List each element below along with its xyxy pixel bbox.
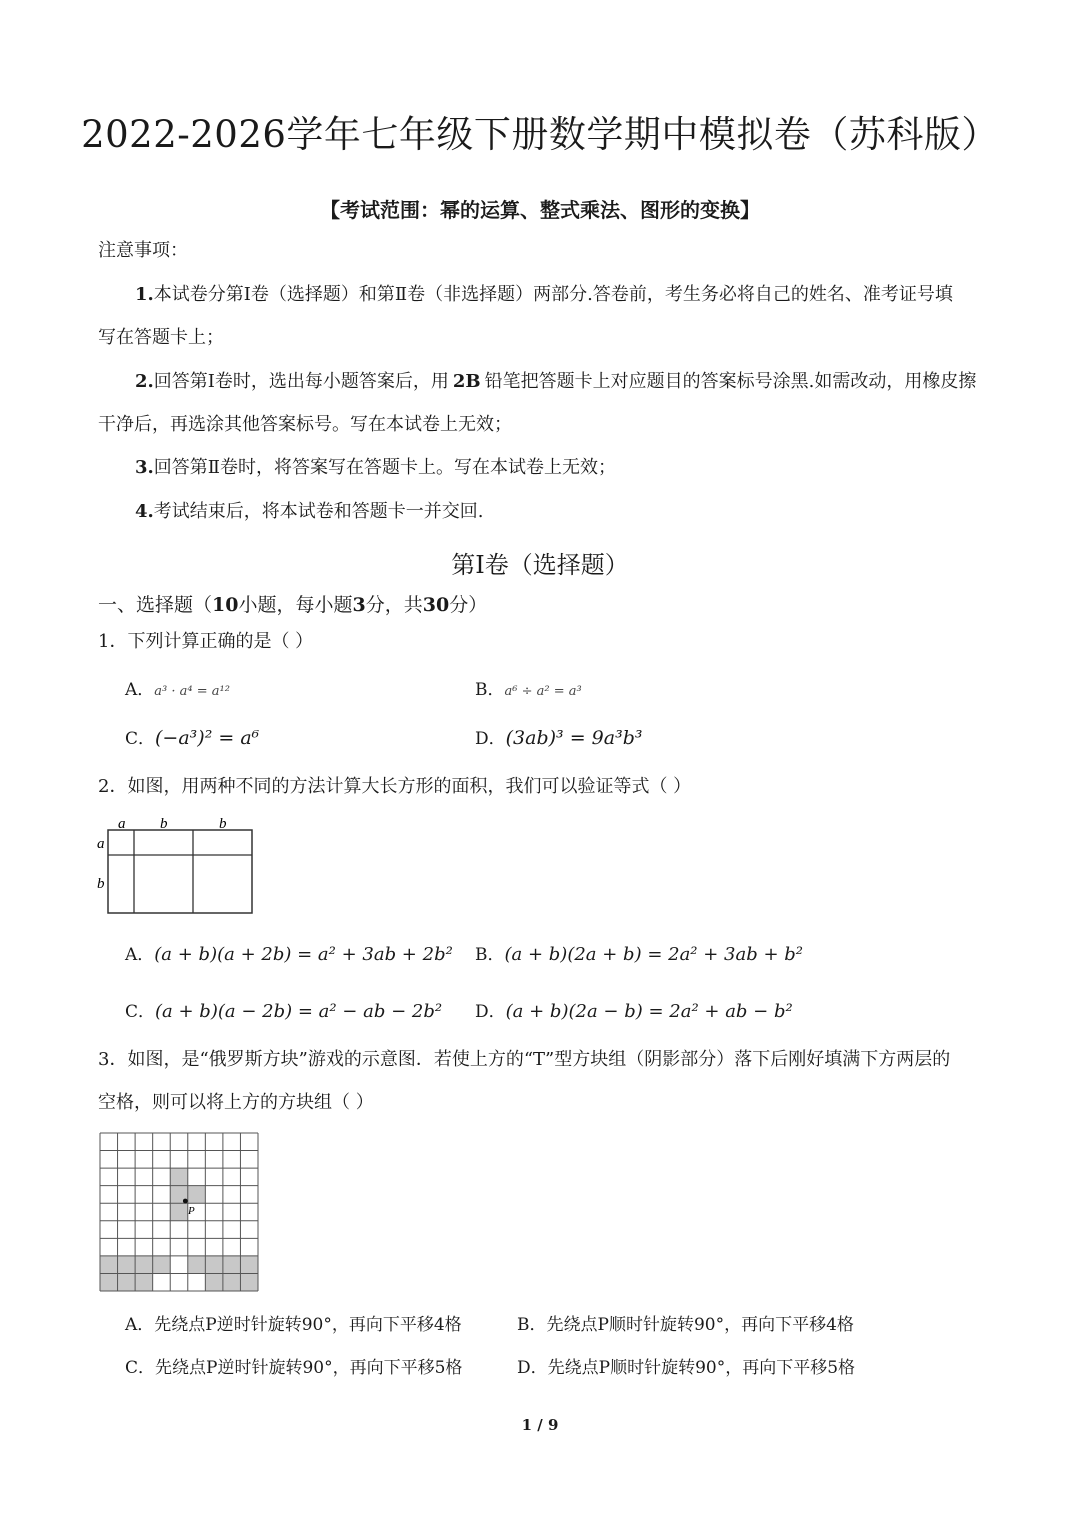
question-2-option-b: B．(a + b)(2a + b) = 2a² + 3ab + b² — [475, 944, 804, 965]
shaded-cell — [205, 1273, 223, 1291]
shaded-cell — [223, 1273, 241, 1291]
question-3-option-b: B．先绕点P顺时针旋转90°，再向下平移4格 — [517, 1315, 854, 1335]
shaded-cell — [188, 1256, 206, 1274]
question-2-option-d: D．(a + b)(2a − b) = 2a² + ab − b² — [475, 1001, 793, 1022]
note-1-line2: 写在答题卡上； — [98, 327, 224, 348]
question-3-option-a: A．先绕点P逆时针旋转90°，再向下平移4格 — [125, 1315, 462, 1335]
rectangle-area-figure — [94, 812, 264, 920]
part-heading: 一、选择题（10小题，每小题3分，共30分） — [98, 594, 488, 616]
note-2-line2: 干净后，再选涂其他答案标号。写在本试卷上无效； — [98, 414, 512, 435]
shaded-cell — [188, 1186, 206, 1204]
question-1-option-c: C．(−a³)² = a⁶ — [125, 727, 260, 749]
shaded-cell — [100, 1273, 118, 1291]
question-1-option-b: B．a⁶ ÷ a² = a³ — [475, 680, 582, 700]
question-3-option-c: C．先绕点P逆时针旋转90°，再向下平移5格 — [125, 1358, 463, 1378]
tetris-grid-figure — [99, 1132, 259, 1292]
page-number: 1 / 9 — [521, 1416, 559, 1434]
shaded-cell — [135, 1256, 153, 1274]
top-label-b2: b — [219, 816, 227, 832]
top-label-a: a — [118, 816, 126, 832]
shaded-cells — [100, 1168, 258, 1291]
note-1-line1: 1.本试卷分第Ⅰ卷（选择题）和第Ⅱ卷（非选择题）两部分.答卷前，考生务必将自己的姓名、准考证号填 — [135, 284, 953, 305]
shaded-cell — [205, 1256, 223, 1274]
notes-heading: 注意事项： — [98, 240, 188, 261]
shaded-cell — [118, 1273, 136, 1291]
shaded-cell — [118, 1256, 136, 1274]
question-2-stem: 2．如图，用两种不同的方法计算大长方形的面积，我们可以验证等式（ ） — [98, 776, 692, 797]
shaded-cell — [153, 1256, 171, 1274]
top-label-b1: b — [160, 816, 168, 832]
exam-scope: 【考试范围：幂的运算、整式乘法、图形的变换】 — [320, 198, 760, 222]
shaded-cell — [240, 1256, 258, 1274]
question-2-option-c: C．(a + b)(a − 2b) = a² − ab − 2b² — [125, 1001, 443, 1022]
shaded-cell — [240, 1273, 258, 1291]
question-2-option-a: A．(a + b)(a + 2b) = a² + 3ab + 2b² — [125, 944, 453, 965]
shaded-cell — [135, 1273, 153, 1291]
shaded-cell — [223, 1256, 241, 1274]
question-1-option-a: A．a³ · a⁴ = a¹² — [125, 680, 230, 700]
shaded-cell — [100, 1256, 118, 1274]
question-1-stem: 1．下列计算正确的是（ ） — [98, 631, 314, 652]
note-3: 3.回答第Ⅱ卷时，将答案写在答题卡上。写在本试卷上无效； — [135, 457, 617, 478]
question-1-option-d: D．(3ab)³ = 9a³b³ — [475, 727, 643, 749]
shaded-cell — [170, 1168, 188, 1186]
section-title: 第Ⅰ卷（选择题） — [451, 551, 629, 579]
question-3-stem-line1: 3．如图，是“俄罗斯方块”游戏的示意图．若使上方的“T”型方块组（阴影部分）落下后刚好填满下方两层的 — [98, 1049, 951, 1070]
point-p-label: P — [188, 1205, 195, 1217]
outer-rectangle — [108, 830, 252, 913]
question-3-stem-line2: 空格，则可以将上方的方块组（ ） — [98, 1092, 374, 1113]
note-4: 4.考试结束后，将本试卷和答题卡一并交回. — [135, 501, 484, 522]
shaded-cell — [170, 1203, 188, 1221]
note-2-line1: 2.回答第Ⅰ卷时，选出每小题答案后，用 2B 铅笔把答题卡上对应题目的答案标号涂黑.如需改动，用橡皮擦 — [135, 371, 977, 392]
left-label-b: b — [97, 876, 105, 892]
rotation-point-p — [183, 1199, 188, 1204]
question-3-option-d: D．先绕点P顺时针旋转90°，再向下平移5格 — [517, 1358, 856, 1378]
left-label-a: a — [97, 836, 105, 852]
document-title: 2022-2026学年七年级下册数学期中模拟卷（苏科版） — [81, 113, 999, 156]
